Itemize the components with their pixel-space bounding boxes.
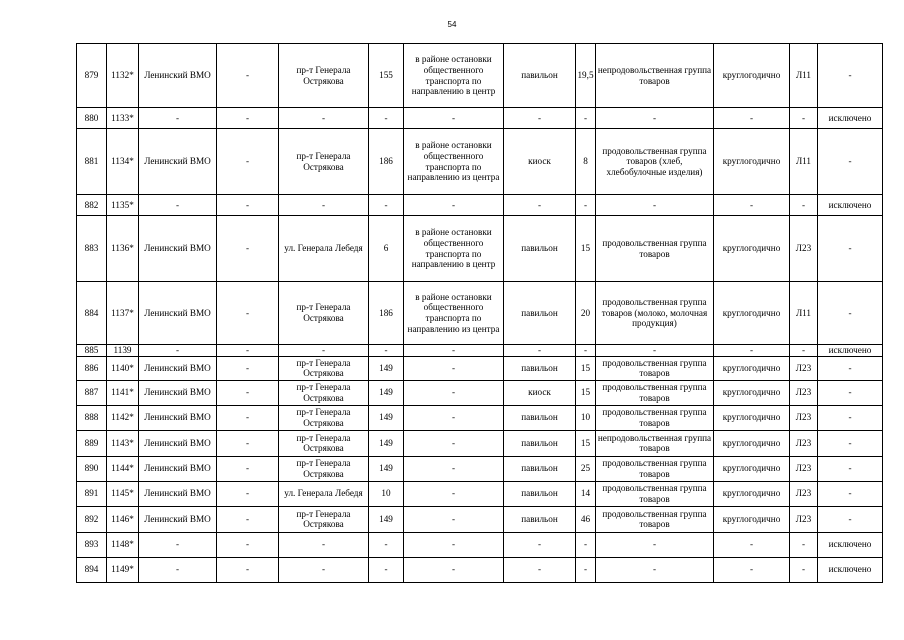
cell-street: - [279, 108, 369, 129]
cell-code: Л23 [790, 456, 818, 481]
cell-district: Ленинский ВМО [139, 129, 217, 195]
cell-goods: продовольственная группа товаров [596, 216, 714, 282]
cell-note: - [818, 506, 883, 532]
cell-street: пр-т Генерала Острякова [279, 282, 369, 345]
cell-row-number: 893 [77, 532, 107, 557]
table-row [77, 380, 883, 405]
cell-landmark: - [404, 430, 504, 456]
table-row [77, 456, 883, 481]
cell-landmark: - [404, 345, 504, 357]
cell-place-id: 1142* [107, 405, 139, 430]
cell-district: Ленинский ВМО [139, 430, 217, 456]
cell-house: - [369, 108, 404, 129]
table-row [77, 506, 883, 532]
cell-object-type: киоск [504, 380, 576, 405]
cell-note: исключено [818, 108, 883, 129]
cell-col4: - [217, 430, 279, 456]
cell-col4: - [217, 108, 279, 129]
cell-street: пр-т Генерала Острякова [279, 506, 369, 532]
cell-object-type: павильон [504, 356, 576, 380]
cell-area: 10 [576, 405, 596, 430]
cell-place-id: 1144* [107, 456, 139, 481]
cell-row-number: 881 [77, 129, 107, 195]
cell-code: Л23 [790, 405, 818, 430]
cell-period: - [714, 345, 790, 357]
cell-place-id: 1136* [107, 216, 139, 282]
cell-landmark: - [404, 356, 504, 380]
cell-place-id: 1137* [107, 282, 139, 345]
cell-place-id: 1145* [107, 481, 139, 506]
cell-col4: - [217, 282, 279, 345]
table-row [77, 44, 883, 108]
table-row [77, 430, 883, 456]
table-row [77, 481, 883, 506]
cell-street: - [279, 345, 369, 357]
cell-street: ул. Генерала Лебедя [279, 481, 369, 506]
cell-row-number: 886 [77, 356, 107, 380]
cell-code: Л11 [790, 282, 818, 345]
cell-col4: - [217, 216, 279, 282]
table-row [77, 216, 883, 282]
cell-street: пр-т Генерала Острякова [279, 44, 369, 108]
cell-note: - [818, 44, 883, 108]
cell-row-number: 883 [77, 216, 107, 282]
cell-note: - [818, 129, 883, 195]
cell-code: Л23 [790, 380, 818, 405]
cell-house: 149 [369, 405, 404, 430]
cell-house: 149 [369, 356, 404, 380]
cell-house: - [369, 557, 404, 582]
cell-house: 149 [369, 456, 404, 481]
cell-period: круглогодично [714, 430, 790, 456]
cell-period: круглогодично [714, 356, 790, 380]
cell-col4: - [217, 481, 279, 506]
cell-goods: - [596, 345, 714, 357]
cell-goods: продовольственная группа товаров [596, 356, 714, 380]
cell-col4: - [217, 345, 279, 357]
cell-place-id: 1143* [107, 430, 139, 456]
cell-goods: продовольственная группа товаров [596, 481, 714, 506]
cell-row-number: 887 [77, 380, 107, 405]
cell-district: Ленинский ВМО [139, 405, 217, 430]
cell-row-number: 892 [77, 506, 107, 532]
cell-object-type: павильон [504, 405, 576, 430]
cell-row-number: 890 [77, 456, 107, 481]
cell-landmark: - [404, 481, 504, 506]
cell-note: - [818, 481, 883, 506]
cell-place-id: 1141* [107, 380, 139, 405]
cell-house: 155 [369, 44, 404, 108]
cell-object-type: павильон [504, 282, 576, 345]
cell-object-type: - [504, 345, 576, 357]
cell-goods: - [596, 532, 714, 557]
cell-period: круглогодично [714, 216, 790, 282]
cell-row-number: 888 [77, 405, 107, 430]
cell-col4: - [217, 129, 279, 195]
cell-area: 46 [576, 506, 596, 532]
cell-row-number: 891 [77, 481, 107, 506]
cell-street: - [279, 532, 369, 557]
cell-landmark: - [404, 532, 504, 557]
cell-area: 15 [576, 380, 596, 405]
cell-period: круглогодично [714, 481, 790, 506]
cell-street: пр-т Генерала Острякова [279, 430, 369, 456]
cell-goods: - [596, 195, 714, 216]
cell-object-type: павильон [504, 506, 576, 532]
table-row [77, 345, 883, 357]
cell-landmark: - [404, 506, 504, 532]
cell-row-number: 889 [77, 430, 107, 456]
cell-place-id: 1133* [107, 108, 139, 129]
cell-code: - [790, 108, 818, 129]
cell-landmark: в районе остановки общественного транспорта по направлению из центра [404, 129, 504, 195]
cell-district: - [139, 195, 217, 216]
cell-code: Л11 [790, 129, 818, 195]
cell-goods: - [596, 557, 714, 582]
cell-goods: продовольственная группа товаров [596, 456, 714, 481]
cell-period: круглогодично [714, 456, 790, 481]
cell-period: круглогодично [714, 129, 790, 195]
cell-object-type: киоск [504, 129, 576, 195]
cell-area: - [576, 532, 596, 557]
cell-house: 186 [369, 282, 404, 345]
cell-place-id: 1146* [107, 506, 139, 532]
cell-period: - [714, 195, 790, 216]
cell-code: Л23 [790, 430, 818, 456]
cell-district: - [139, 108, 217, 129]
cell-code: Л23 [790, 506, 818, 532]
cell-house: 149 [369, 506, 404, 532]
cell-area: 20 [576, 282, 596, 345]
cell-landmark: - [404, 456, 504, 481]
cell-area: - [576, 195, 596, 216]
table-row [77, 356, 883, 380]
cell-district: - [139, 532, 217, 557]
cell-area: 19,5 [576, 44, 596, 108]
cell-house: 149 [369, 430, 404, 456]
cell-area: - [576, 557, 596, 582]
cell-note: - [818, 456, 883, 481]
cell-street: - [279, 557, 369, 582]
cell-goods: продовольственная группа товаров [596, 405, 714, 430]
cell-code: - [790, 557, 818, 582]
cell-house: 6 [369, 216, 404, 282]
cell-object-type: павильон [504, 216, 576, 282]
cell-col4: - [217, 456, 279, 481]
cell-col4: - [217, 532, 279, 557]
table-row [77, 282, 883, 345]
cell-code: - [790, 532, 818, 557]
cell-district: Ленинский ВМО [139, 282, 217, 345]
cell-place-id: 1140* [107, 356, 139, 380]
cell-note: - [818, 216, 883, 282]
cell-row-number: 884 [77, 282, 107, 345]
cell-period: круглогодично [714, 282, 790, 345]
cell-area: - [576, 345, 596, 357]
cell-code: - [790, 195, 818, 216]
cell-area: 14 [576, 481, 596, 506]
cell-code: Л23 [790, 356, 818, 380]
cell-note: - [818, 380, 883, 405]
cell-house: - [369, 345, 404, 357]
cell-period: круглогодично [714, 44, 790, 108]
cell-code: Л23 [790, 216, 818, 282]
cell-street: пр-т Генерала Острякова [279, 405, 369, 430]
cell-period: круглогодично [714, 380, 790, 405]
cell-place-id: 1134* [107, 129, 139, 195]
cell-note: исключено [818, 345, 883, 357]
cell-note: исключено [818, 532, 883, 557]
cell-object-type: павильон [504, 481, 576, 506]
cell-period: - [714, 108, 790, 129]
cell-object-type: - [504, 557, 576, 582]
cell-row-number: 880 [77, 108, 107, 129]
cell-row-number: 894 [77, 557, 107, 582]
cell-goods: непродовольственная группа товаров [596, 430, 714, 456]
cell-goods: непродовольственная группа товаров [596, 44, 714, 108]
cell-district: - [139, 557, 217, 582]
cell-note: - [818, 430, 883, 456]
cell-object-type: - [504, 532, 576, 557]
cell-period: - [714, 557, 790, 582]
cell-landmark: в районе остановки общественного транспорта по направлению в центр [404, 44, 504, 108]
cell-house: - [369, 532, 404, 557]
cell-object-type: - [504, 195, 576, 216]
cell-goods: - [596, 108, 714, 129]
cell-col4: - [217, 405, 279, 430]
cell-row-number: 882 [77, 195, 107, 216]
cell-note: исключено [818, 557, 883, 582]
cell-district: Ленинский ВМО [139, 506, 217, 532]
cell-goods: продовольственная группа товаров [596, 380, 714, 405]
cell-district: Ленинский ВМО [139, 456, 217, 481]
cell-place-id: 1132* [107, 44, 139, 108]
table-row [77, 129, 883, 195]
table-row [77, 108, 883, 129]
cell-period: - [714, 532, 790, 557]
table-row [77, 557, 883, 582]
cell-note: - [818, 405, 883, 430]
cell-district: Ленинский ВМО [139, 481, 217, 506]
cell-area: 15 [576, 356, 596, 380]
cell-landmark: - [404, 195, 504, 216]
cell-house: - [369, 195, 404, 216]
cell-place-id: 1135* [107, 195, 139, 216]
cell-period: круглогодично [714, 506, 790, 532]
cell-house: 186 [369, 129, 404, 195]
cell-landmark: - [404, 108, 504, 129]
cell-landmark: - [404, 557, 504, 582]
cell-landmark: в районе остановки общественного транспорта по направлению из центра [404, 282, 504, 345]
cell-note: исключено [818, 195, 883, 216]
cell-landmark: - [404, 380, 504, 405]
cell-code: - [790, 345, 818, 357]
cell-district: Ленинский ВМО [139, 380, 217, 405]
cell-landmark: - [404, 405, 504, 430]
cell-period: круглогодично [714, 405, 790, 430]
cell-col4: - [217, 44, 279, 108]
cell-row-number: 879 [77, 44, 107, 108]
cell-area: 15 [576, 430, 596, 456]
cell-row-number: 885 [77, 345, 107, 357]
cell-district: Ленинский ВМО [139, 356, 217, 380]
cell-area: 15 [576, 216, 596, 282]
cell-place-id: 1139 [107, 345, 139, 357]
cell-landmark: в районе остановки общественного транспорта по направлению в центр [404, 216, 504, 282]
cell-object-type: павильон [504, 44, 576, 108]
cell-object-type: павильон [504, 456, 576, 481]
cell-area: 25 [576, 456, 596, 481]
table-row [77, 195, 883, 216]
cell-street: пр-т Генерала Острякова [279, 380, 369, 405]
cell-col4: - [217, 380, 279, 405]
cell-place-id: 1148* [107, 532, 139, 557]
registry-table [76, 43, 883, 583]
cell-street: пр-т Генерала Острякова [279, 129, 369, 195]
cell-house: 149 [369, 380, 404, 405]
cell-street: - [279, 195, 369, 216]
cell-code: Л23 [790, 481, 818, 506]
cell-street: пр-т Генерала Острякова [279, 356, 369, 380]
cell-col4: - [217, 195, 279, 216]
cell-goods: продовольственная группа товаров (хлеб, хлебобулочные изделия) [596, 129, 714, 195]
cell-col4: - [217, 557, 279, 582]
cell-code: Л11 [790, 44, 818, 108]
cell-district: Ленинский ВМО [139, 44, 217, 108]
cell-area: - [576, 108, 596, 129]
cell-house: 10 [369, 481, 404, 506]
cell-street: ул. Генерала Лебедя [279, 216, 369, 282]
cell-object-type: павильон [504, 430, 576, 456]
table-body [77, 44, 883, 583]
cell-goods: продовольственная группа товаров (молоко, молочная продукция) [596, 282, 714, 345]
cell-district: Ленинский ВМО [139, 216, 217, 282]
cell-street: пр-т Генерала Острякова [279, 456, 369, 481]
cell-object-type: - [504, 108, 576, 129]
table-row [77, 405, 883, 430]
table-row [77, 532, 883, 557]
cell-note: - [818, 282, 883, 345]
cell-goods: продовольственная группа товаров [596, 506, 714, 532]
cell-note: - [818, 356, 883, 380]
cell-area: 8 [576, 129, 596, 195]
cell-col4: - [217, 506, 279, 532]
cell-place-id: 1149* [107, 557, 139, 582]
page-number: 54 [447, 20, 457, 29]
cell-district: - [139, 345, 217, 357]
cell-col4: - [217, 356, 279, 380]
